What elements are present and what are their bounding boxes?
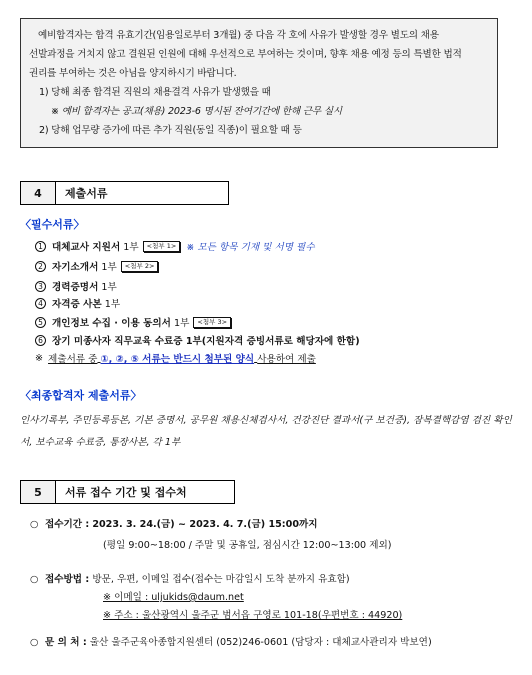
- email-line[interactable]: ※ 이메일 : uljukids@daum.net: [103, 592, 244, 603]
- notice-line-2: 선발과정을 거치지 않고 결원된 인원에 대해 우선적으로 부여하는 것이며, 향후 채용 예정 등의 특별한 법적: [29, 49, 462, 60]
- period-value: 2023. 3. 24.(금) ~ 2023. 4. 7.(금) 15:00까지: [92, 519, 318, 530]
- doc-name-5: 개인정보 수집 · 이용 동의서: [52, 318, 171, 329]
- doc-count-1: 1부: [123, 242, 139, 253]
- notice-box: [20, 18, 498, 148]
- footnote-mark: ※: [35, 352, 44, 364]
- footnote-text-a: 제출서류 중: [48, 354, 98, 365]
- item-number-3: 3: [35, 281, 46, 292]
- reception-period: [30, 516, 318, 530]
- doc-count-5: 1부: [174, 318, 190, 329]
- doc-count-3: 1부: [101, 282, 117, 293]
- doc-name-3: 경력증명서: [52, 282, 99, 293]
- doc-name-1: 대체교사 지원서: [52, 242, 121, 253]
- doc-item-5: [35, 314, 231, 330]
- period-label: 접수기간 :: [45, 519, 90, 530]
- item-number-2: 2: [35, 261, 46, 272]
- bullet-method: ○: [30, 574, 39, 585]
- doc-name-4: 자격증 사본: [52, 299, 102, 310]
- final-documents-text: 인사기록부, 주민등록등본, 기본 증명서, 공무원 채용신체검사서, 건강진단 결과서(구 보건증), 잠복결핵감염 검진 확인서, 보수교육 수료증, 통장사본, 각 1부: [20, 415, 512, 448]
- attachment-tag-1: <첨부 1>: [143, 241, 181, 252]
- notice-line-1: 예비합격자는 합격 유효기간(임용일로부터 3개월) 중 다음 각 호에 사유가 발생할 경우 별도의 채용: [38, 30, 439, 41]
- section-4-title: 제출서류: [56, 181, 229, 205]
- doc-count-4: 1부: [104, 299, 121, 310]
- method-label: 접수방법 :: [45, 574, 90, 585]
- doc-note-1: ※ 모든 항목 기재 및 서명 필수: [186, 242, 315, 253]
- doc-count-2: 1부: [101, 262, 117, 273]
- final-documents-heading: 〈최종합격자 제출서류〉: [20, 389, 142, 402]
- item-number-6: 6: [35, 335, 46, 346]
- required-documents-heading: 〈필수서류〉: [20, 218, 85, 231]
- method-value: 방문, 우편, 이메일 접수(접수는 마감일시 도착 분까지 유효함): [92, 574, 350, 585]
- notice-note: ※ 예비 합격자는 공고(채용) 2023-6 명시된 잔여기간에 한해 근무 실시: [51, 106, 342, 117]
- doc-item-6: [35, 332, 360, 348]
- inquiry: [30, 634, 432, 648]
- section-5-title: 서류 접수 기간 및 접수처: [56, 480, 235, 504]
- doc-item-2: [35, 258, 158, 274]
- section-5-header: [20, 480, 235, 504]
- notice-line-3: 권리를 부여하는 것은 아님을 양지하시기 바랍니다.: [29, 68, 237, 79]
- attachment-tag-5: <첨부 3>: [193, 317, 231, 328]
- submission-footnote: [35, 350, 316, 366]
- footnote-text-c: 사용하여 제출: [257, 354, 316, 365]
- item-number-4: 4: [35, 298, 46, 309]
- item-number-5: 5: [35, 317, 46, 328]
- doc-item-1: [35, 238, 315, 254]
- footnote-text-b: ①, ②, ⑤ 서류는 반드시 첨부된 양식: [100, 354, 255, 365]
- notice-item-1: 1) 당해 최종 합격된 직원의 채용결격 사유가 발생했을 때: [39, 87, 271, 98]
- attachment-tag-2: <첨부 2>: [121, 261, 159, 272]
- doc-item-3: [35, 278, 117, 294]
- notice-item-2: 2) 당해 업무량 증가에 따른 추가 직원(동일 직종)이 필요할 때 등: [39, 125, 302, 136]
- doc-name-6: 장기 미종사자 직무교육 수료증 1부(지원자격 증빙서류로 해당자에 한함): [52, 336, 360, 347]
- doc-name-2: 자기소개서: [52, 262, 99, 273]
- inquiry-label: 문 의 처 :: [45, 637, 87, 648]
- reception-method: [30, 571, 350, 585]
- doc-item-4: [35, 295, 120, 311]
- period-sub-note: (평일 9:00~18:00 / 주말 및 공휴일, 점심시간 12:00~13:00 제외): [103, 540, 392, 551]
- address-line: ※ 주소 : 울산광역시 울주군 범서읍 구영로 101-18(우편번호 : 44920): [103, 610, 403, 621]
- section-5-number: 5: [20, 480, 56, 504]
- section-4-number: 4: [20, 181, 56, 205]
- inquiry-value: 울산 울주군육아종합지원센터 (052)246-0601 (담당자 : 대체교사관리자 박보연): [89, 637, 432, 648]
- item-number-1: 1: [35, 241, 46, 252]
- bullet-period: ○: [30, 519, 39, 530]
- bullet-inquiry: ○: [30, 637, 39, 648]
- section-4-header: [20, 181, 229, 205]
